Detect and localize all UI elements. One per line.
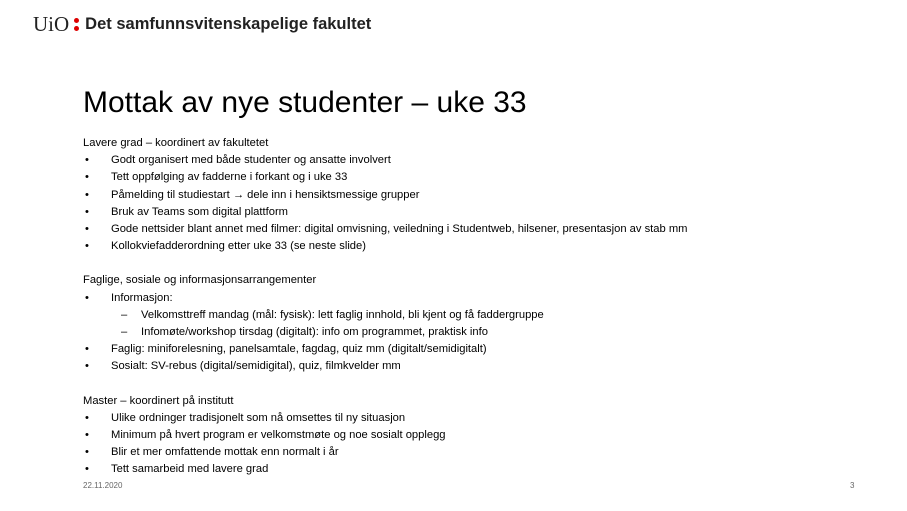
dash-icon: –	[121, 326, 128, 339]
bullet-icon: •	[85, 188, 89, 201]
bullet-icon: •	[85, 411, 89, 424]
section-gap	[83, 376, 873, 393]
bullet-text: Blir et mer omfattende mottak enn normalt i år	[111, 446, 339, 459]
bullet-item	[83, 152, 873, 169]
section-heading: Faglige, sosiale og informasjonsarrangementer	[83, 274, 317, 287]
sub-bullet-text: Velkomsttreff mandag (mål: fysisk): lett faglig innhold, bli kjent og få faddergruppe	[141, 308, 544, 321]
bullet-text: Kollokviefadderordning etter uke 33 (se neste slide)	[111, 240, 366, 253]
bullet-text: Sosialt: SV-rebus (digital/semidigital), quiz, filmkvelder mm	[111, 360, 401, 373]
bullet-icon: •	[85, 429, 89, 442]
section-heading: Lavere grad – koordinert av fakultetet	[83, 137, 269, 149]
header	[33, 12, 371, 37]
bullet-icon: •	[85, 223, 89, 236]
slide-content	[83, 135, 873, 479]
footer-date: 22.11.2020	[83, 481, 123, 490]
bullet-icon: •	[85, 205, 89, 218]
bullet-text: Informasjon:	[111, 291, 173, 304]
bullet-item	[83, 444, 873, 461]
bullet-icon: •	[85, 291, 89, 304]
bullet-item	[83, 238, 873, 255]
bullet-item	[83, 204, 873, 221]
bullet-icon: •	[85, 343, 89, 356]
section-heading: Master – koordinert på institutt	[83, 394, 234, 407]
bullet-text: Bruk av Teams som digital plattform	[111, 205, 288, 218]
bullet-icon: •	[85, 446, 89, 459]
sub-bullet-item	[83, 307, 873, 324]
bullet-icon: •	[85, 171, 89, 184]
sub-bullet-item	[83, 324, 873, 341]
bullet-icon: •	[85, 360, 89, 373]
bullet-item	[83, 187, 873, 204]
bullet-text: Ulike ordninger tradisjonelt som nå omsettes til ny situasjon	[111, 411, 406, 424]
bullet-item	[83, 221, 873, 238]
uio-logo: UiO	[33, 12, 70, 36]
bullet-text: Gode nettsider blant annet med filmer: digital omvisning, veiledning i Studentweb, hilsener, presentasjon av stab mm	[111, 223, 688, 236]
bullet-icon: •	[85, 240, 89, 253]
dash-icon: –	[121, 308, 128, 321]
page-number: 3	[850, 481, 855, 490]
uio-logo-dots-icon	[74, 18, 79, 31]
bullet-item	[83, 169, 873, 186]
bullet-text: Tett samarbeid med lavere grad	[111, 463, 269, 476]
bullet-text: Påmelding til studiestart → dele inn i hensiktsmessige grupper	[111, 188, 420, 201]
bullet-icon: •	[85, 463, 89, 476]
bullet-text: Tett oppfølging av fadderne i forkant og i uke 33	[111, 171, 348, 184]
bullet-text: Minimum på hvert program er velkomstmøte og noe sosialt opplegg	[111, 429, 446, 442]
bullet-item	[83, 341, 873, 358]
section-gap	[83, 255, 873, 272]
bullet-text: Godt organisert med både studenter og ansatte involvert	[111, 154, 391, 167]
bullet-item	[83, 410, 873, 427]
bullet-item	[83, 427, 873, 444]
slide-title: Mottak av nye studenter – uke 33	[83, 86, 527, 119]
bullet-text: Faglig: miniforelesning, panelsamtale, fagdag, quiz mm (digitalt/semidigitalt)	[111, 343, 487, 356]
bullet-item	[83, 358, 873, 375]
bullet-icon: •	[85, 154, 89, 167]
faculty-name: Det samfunnsvitenskapelige fakultet	[85, 15, 372, 33]
bullet-item	[83, 290, 873, 307]
bullet-item	[83, 461, 873, 478]
sub-bullet-text: Infomøte/workshop tirsdag (digitalt): info om programmet, praktisk info	[141, 326, 488, 339]
